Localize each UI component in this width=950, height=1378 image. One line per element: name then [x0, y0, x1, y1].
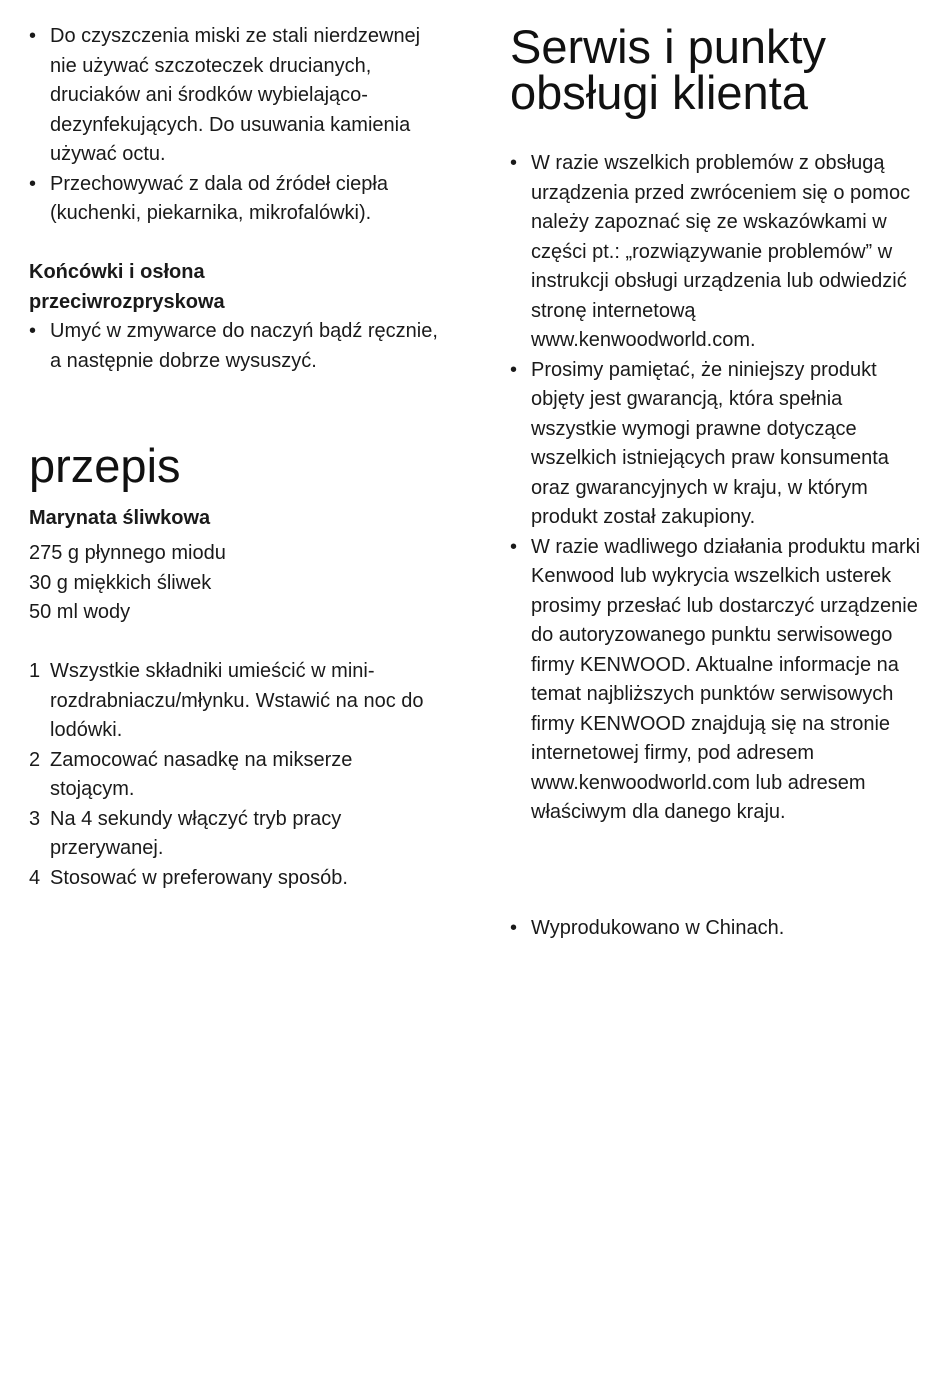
- tips-list: [29, 317, 439, 376]
- service-heading-line: Serwis i punkty: [510, 20, 827, 73]
- ingredient: 50 ml wody: [29, 601, 131, 623]
- tips-heading-line: przeciwrozpryskowa: [29, 290, 225, 313]
- step-item: [29, 864, 439, 894]
- service-item-text: W razie wszelkich problemów z obsługą urządzenia przed zwróceniem się o pomoc należy zapoznać się ze wskazówkami w części pt.: „rozwiązywanie problemów” w instrukcji obsługi urządzenia lub odwiedzić stronę internetową www.kenwoodworld.com.: [531, 152, 911, 351]
- list-item: [29, 170, 439, 229]
- step-number: 1: [29, 660, 41, 682]
- step-text: Stosować w preferowany sposób.: [50, 866, 348, 889]
- made-in-text: Wyprodukowano w Chinach.: [531, 917, 785, 939]
- bullet-icon: •: [29, 320, 37, 342]
- tips-item-text: Umyć w zmywarce do naczyń bądź ręcznie, a następnie dobrze wysuszyć.: [50, 320, 438, 372]
- step-number: 4: [29, 866, 41, 889]
- tips-heading: [29, 258, 449, 317]
- step-item: [29, 657, 439, 746]
- list-item: [510, 533, 925, 828]
- bullet-icon: •: [510, 535, 518, 558]
- step-number: 3: [29, 807, 41, 830]
- step-text: Na 4 sekundy włączyć tryb pracy przerywanej.: [50, 807, 342, 859]
- made-in-list: [510, 914, 925, 944]
- bullet-icon: •: [29, 172, 37, 195]
- bullet-icon: •: [29, 25, 37, 47]
- list-item: [510, 356, 925, 533]
- care-item-text: Do czyszczenia miski ze stali nierdzewnej nie używać szczoteczek drucianych, druciaków ani środków wybielająco-dezynfekujących. Do usuwania kamienia używać octu.: [50, 25, 421, 165]
- step-number: 2: [29, 748, 41, 771]
- step-item: [29, 746, 439, 805]
- list-item: [29, 317, 439, 376]
- ingredient: 30 g miękkich śliwek: [29, 571, 212, 594]
- service-heading: [510, 20, 940, 119]
- list-item: [29, 22, 439, 170]
- step-item: [29, 805, 439, 864]
- ingredients-list: [29, 539, 449, 628]
- care-item-text: Przechowywać z dala od źródeł ciepła (kuchenki, piekarnika, mikrofalówki).: [50, 172, 388, 224]
- step-text: Wszystkie składniki umieścić w mini-rozdrabniaczu/młynku. Wstawić na noc do lodówki.: [50, 660, 424, 741]
- bullet-icon: •: [510, 358, 518, 381]
- tips-heading-line: Końcówki i osłona: [29, 261, 205, 283]
- recipe-heading: przepis: [29, 439, 181, 492]
- recipe-title: Marynata śliwkowa: [29, 507, 211, 529]
- service-item-text: W razie wadliwego działania produktu marki Kenwood lub wykrycia wszelkich usterek prosimy przesłać lub dostarczyć urządzenie do autoryzowanego punktu serwisowego firmy KENWOOD. Aktualne informacje na temat najbliższych punktów serwisowych firmy KENWOOD znajdują się na stronie internetowej firmy, pod adresem www.kenwoodworld.com lub adresem właściwym dla danego kraju.: [531, 535, 921, 823]
- care-list: [29, 22, 439, 229]
- service-item-text: Prosimy pamiętać, że niniejszy produkt objęty jest gwarancją, która spełnia wszystkie wymogi prawne dotyczące wszelkich istniejących praw konsumenta oraz gwarancyjnych w kraju, w którym produkt został zakupiony.: [531, 358, 889, 528]
- bullet-icon: •: [510, 917, 518, 939]
- list-item: [510, 149, 925, 356]
- service-heading-line: obsługi klienta: [510, 66, 808, 119]
- ingredient: 275 g płynnego miodu: [29, 542, 226, 564]
- bullet-icon: •: [510, 152, 518, 174]
- list-item: [510, 914, 925, 944]
- steps-list: [29, 657, 439, 893]
- step-text: Zamocować nasadkę na mikserze stojącym.: [50, 748, 353, 800]
- service-list: [510, 149, 925, 828]
